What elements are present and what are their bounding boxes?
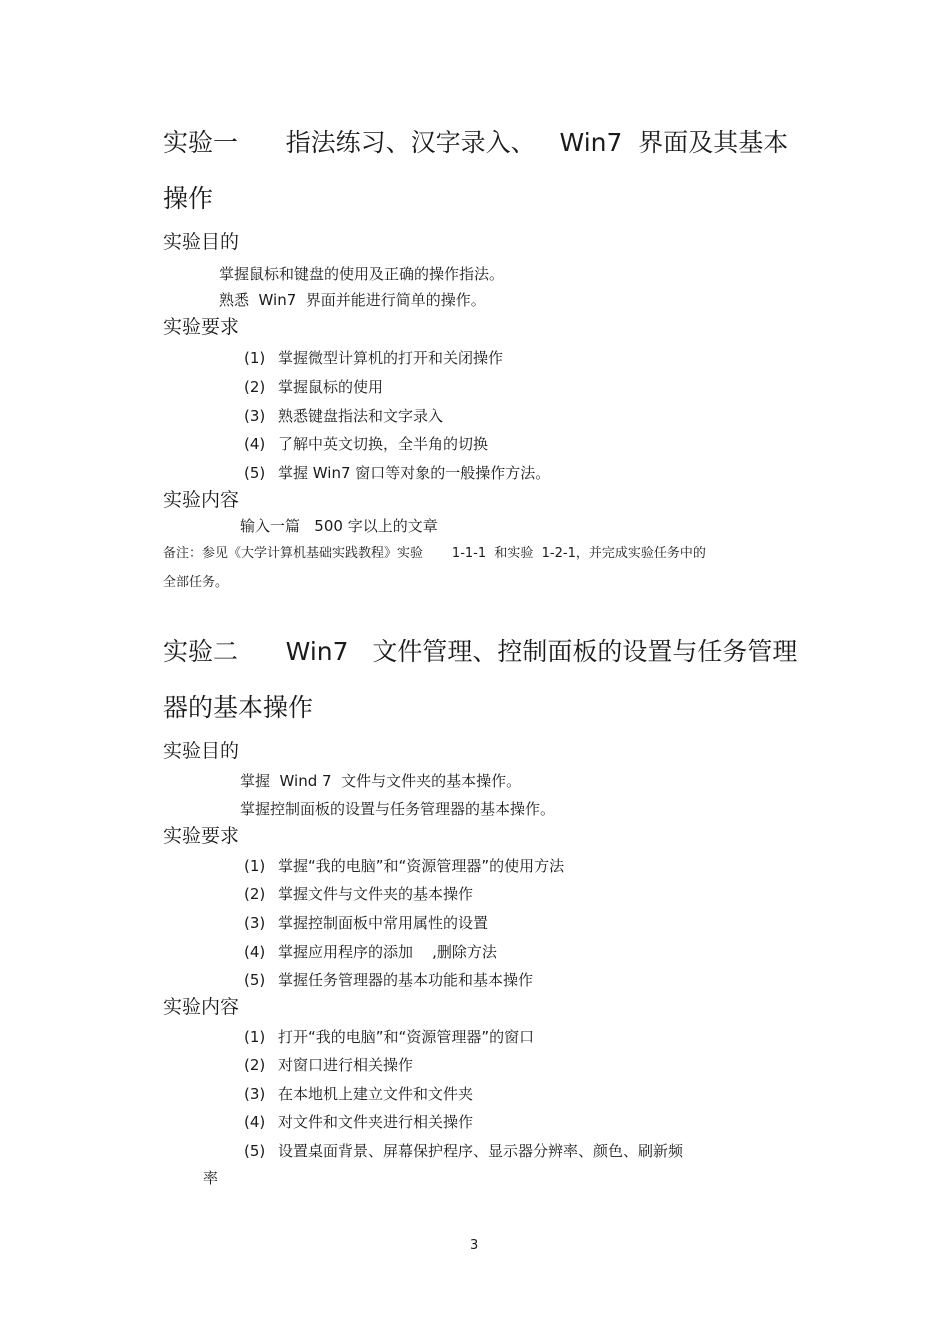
- exp2-req-item: (4) 掌握应用程序的添加 ,删除方法: [244, 943, 497, 961]
- exp1-req-item: (3) 熟悉键盘指法和文字录入: [244, 407, 444, 425]
- exp1-req-item: (5) 掌握 Win7 窗口等对象的一般操作方法。: [244, 464, 551, 482]
- exp1-req-item: (4) 了解中英文切换，全半角的切换: [244, 435, 489, 453]
- exp1-req-item: (2) 掌握鼠标的使用: [244, 378, 384, 396]
- exp2-req-item: (5) 掌握任务管理器的基本功能和基本操作: [244, 971, 534, 989]
- exp2-req-item: (3) 掌握控制面板中常用属性的设置: [244, 914, 489, 932]
- exp2-title-line2: 器的基本操作: [163, 693, 314, 722]
- exp2-content-item: (1) 打开“我的电脑”和“资源管理器”的窗口: [244, 1028, 535, 1046]
- exp1-note-line1: 备注：参见《大学计算机基础实践教程》实验 1-1-1 和实验 1-2-1，并完成实验任务中的: [163, 546, 706, 561]
- exp1-title-line2: 操作: [163, 184, 214, 213]
- exp2-req-heading: 实验要求: [163, 825, 240, 847]
- exp1-purpose-item: 掌握鼠标和键盘的使用及正确的操作指法。: [219, 265, 505, 283]
- exp1-req-heading: 实验要求: [163, 316, 240, 338]
- exp1-note-line2: 全部任务。: [163, 575, 229, 590]
- exp1-title-line1: 实验一 指法练习、汉字录入、 Win7 界面及其基本: [163, 128, 789, 157]
- exp2-purpose-item: 掌握控制面板的设置与任务管理器的基本操作。: [240, 800, 556, 818]
- exp1-purpose-item: 熟悉 Win7 界面并能进行简单的操作。: [219, 291, 486, 309]
- page-number: 3: [470, 1238, 479, 1253]
- exp2-content-item: (5) 设置桌面背景、屏幕保护程序、显示器分辨率、颜色、刷新频: [244, 1142, 684, 1160]
- exp1-req-item: (1) 掌握微型计算机的打开和关闭操作: [244, 349, 504, 367]
- exp1-content-heading: 实验内容: [163, 489, 240, 511]
- exp2-content-item: (3) 在本地机上建立文件和文件夹: [244, 1085, 474, 1103]
- exp2-purpose-heading: 实验目的: [163, 740, 240, 762]
- exp2-content-heading: 实验内容: [163, 996, 240, 1018]
- exp2-title-line1: 实验二 Win7 文件管理、控制面板的设置与任务管理: [163, 637, 798, 666]
- exp2-content-wrap: 率: [203, 1169, 219, 1187]
- exp2-req-item: (2) 掌握文件与文件夹的基本操作: [244, 885, 474, 903]
- exp1-content-item: 输入一篇 500 字以上的文章: [240, 517, 438, 535]
- exp2-content-item: (2) 对窗口进行相关操作: [244, 1056, 414, 1074]
- exp2-req-item: (1) 掌握“我的电脑”和“资源管理器”的使用方法: [244, 857, 565, 875]
- exp2-purpose-item: 掌握 Wind 7 文件与文件夹的基本操作。: [240, 772, 522, 790]
- exp2-content-item: (4) 对文件和文件夹进行相关操作: [244, 1113, 474, 1131]
- exp1-purpose-heading: 实验目的: [163, 231, 240, 253]
